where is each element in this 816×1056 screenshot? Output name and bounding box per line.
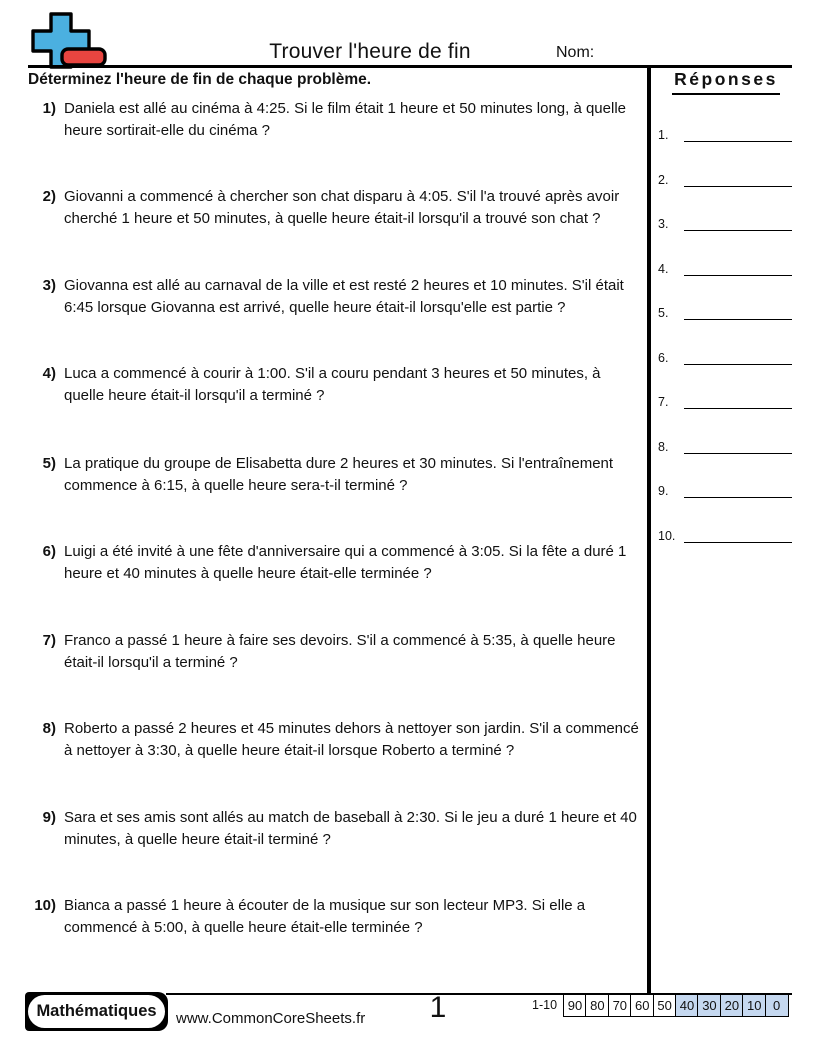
problem-item-9: [30, 807, 644, 851]
problem-text: Roberto a passé 2 heures et 45 minutes dehors à nettoyer son jardin. S'il a commencé à nettoyer à 3:30, à quelle heure était-il lorsque Roberto a terminé ?: [64, 720, 639, 759]
problem-number: 7): [42, 632, 56, 649]
website-url: www.CommonCoreSheets.fr: [176, 1010, 366, 1027]
answer-blank-line[interactable]: [684, 219, 792, 231]
answer-row-8: [658, 440, 792, 454]
answer-number: 8.: [658, 440, 669, 454]
answer-blank-line[interactable]: [684, 531, 792, 543]
answer-row-6: [658, 351, 792, 365]
answer-row-3: [658, 217, 792, 231]
problem-item-3: [30, 275, 644, 319]
answer-blank-line[interactable]: [684, 175, 792, 187]
grade-cell: 40: [675, 994, 699, 1017]
answer-blank-line[interactable]: [684, 264, 792, 276]
answer-blank-line[interactable]: [684, 486, 792, 498]
brand-badge: [25, 992, 168, 1031]
problem-number: 3): [42, 277, 56, 294]
problem-number: 5): [42, 455, 56, 472]
grade-cell: 50: [653, 994, 677, 1017]
problem-item-7: [30, 630, 644, 674]
answer-number: 9.: [658, 484, 669, 498]
problem-number: 10): [34, 897, 56, 914]
grade-cell: 30: [697, 994, 721, 1017]
answer-blank-line[interactable]: [684, 130, 792, 142]
column-divider: [647, 68, 651, 994]
answers-header: Réponses: [672, 69, 780, 95]
answer-number: 1.: [658, 128, 669, 142]
problem-text: Giovanna est allé au carnaval de la ville et est resté 2 heures et 10 minutes. S'il était 6:45 lorsque Giovanna est arrivé, quelle heure était-il lorsqu'elle est partie ?: [64, 277, 624, 316]
answer-row-9: [658, 484, 792, 498]
problem-text: Daniela est allé au cinéma à 4:25. Si le film était 1 heure et 50 minutes long, à quelle heure sortirait-elle du cinéma ?: [64, 100, 627, 139]
problem-text: Luigi a été invité à une fête d'anniversaire qui a commencé à 3:05. Si la fête a duré 1 heure et 40 minutes à quelle heure était-elle terminée ?: [64, 543, 627, 582]
problem-number: 2): [42, 188, 56, 205]
page-number: 1: [429, 991, 447, 1024]
answer-row-7: [658, 395, 792, 409]
answer-number: 7.: [658, 395, 669, 409]
problem-text: Luca a commencé à courir à 1:00. S'il a couru pendant 3 heures et 50 minutes, à quelle heure était-il lorsqu'il a terminé ?: [64, 365, 601, 404]
grade-cell: 10: [742, 994, 766, 1017]
answer-row-2: [658, 173, 792, 187]
grading-scale-table: [563, 994, 789, 1017]
header-rule: [28, 65, 792, 68]
answer-number: 2.: [658, 173, 669, 187]
problem-text: Franco a passé 1 heure à faire ses devoirs. S'il a commencé à 5:35, à quelle heure était-il lorsqu'il a terminé ?: [64, 632, 616, 671]
grade-cell: 70: [608, 994, 632, 1017]
answer-row-1: [658, 128, 792, 142]
answer-row-10: [658, 529, 792, 543]
problem-number: 4): [42, 365, 56, 382]
brand-pill: [28, 995, 165, 1028]
grade-cell: 60: [630, 994, 654, 1017]
answer-number: 5.: [658, 306, 669, 320]
answer-blank-line[interactable]: [684, 442, 792, 454]
grade-cell: 0: [765, 994, 789, 1017]
problem-text: Sara et ses amis sont allés au match de baseball à 2:30. Si le jeu a duré 1 heure et 40 minutes, à quelle heure était-il terminé ?: [64, 809, 637, 848]
grade-cell: 80: [585, 994, 609, 1017]
answer-number: 4.: [658, 262, 669, 276]
answer-blank-line[interactable]: [684, 308, 792, 320]
problem-item-8: [30, 718, 644, 762]
problem-item-4: [30, 363, 644, 407]
page-title: Trouver l'heure de fin: [269, 40, 471, 63]
problem-number: 8): [42, 720, 56, 737]
problem-number: 1): [42, 100, 56, 117]
grade-cell: 20: [720, 994, 744, 1017]
problem-number: 6): [42, 543, 56, 560]
answer-number: 6.: [658, 351, 669, 365]
grade-cell: 90: [563, 994, 587, 1017]
problem-item-2: [30, 186, 644, 230]
answer-number: 10.: [658, 529, 676, 543]
problem-item-10: [30, 895, 644, 939]
answer-blank-line[interactable]: [684, 397, 792, 409]
problem-item-5: [30, 453, 644, 497]
brand-label: Mathématiques: [36, 1002, 157, 1020]
grade-range-label: 1-10: [532, 998, 558, 1012]
answer-row-4: [658, 262, 792, 276]
instruction-text: Déterminez l'heure de fin de chaque problème.: [28, 71, 372, 88]
problem-text: Bianca a passé 1 heure à écouter de la musique sur son lecteur MP3. Si elle a commencé à 5:00, à quelle heure était-elle terminée ?: [64, 897, 586, 936]
problem-text: La pratique du groupe de Elisabetta dure 2 heures et 30 minutes. Si l'entraînement commence à 6:15, à quelle heure sera-t-il terminé ?: [64, 455, 614, 494]
answer-blank-line[interactable]: [684, 353, 792, 365]
problem-item-6: [30, 541, 644, 585]
answer-row-5: [658, 306, 792, 320]
answer-number: 3.: [658, 217, 669, 231]
problem-item-1: [30, 98, 644, 142]
plus-minus-logo-icon: [26, 11, 108, 71]
problem-number: 9): [42, 809, 56, 826]
problem-text: Giovanni a commencé à chercher son chat disparu à 4:05. S'il l'a trouvé après avoir cherché 1 heure et 50 minutes, à quelle heure était-il lorsqu'il a trouvé son chat ?: [64, 188, 620, 227]
name-label: Nom:: [556, 44, 595, 61]
